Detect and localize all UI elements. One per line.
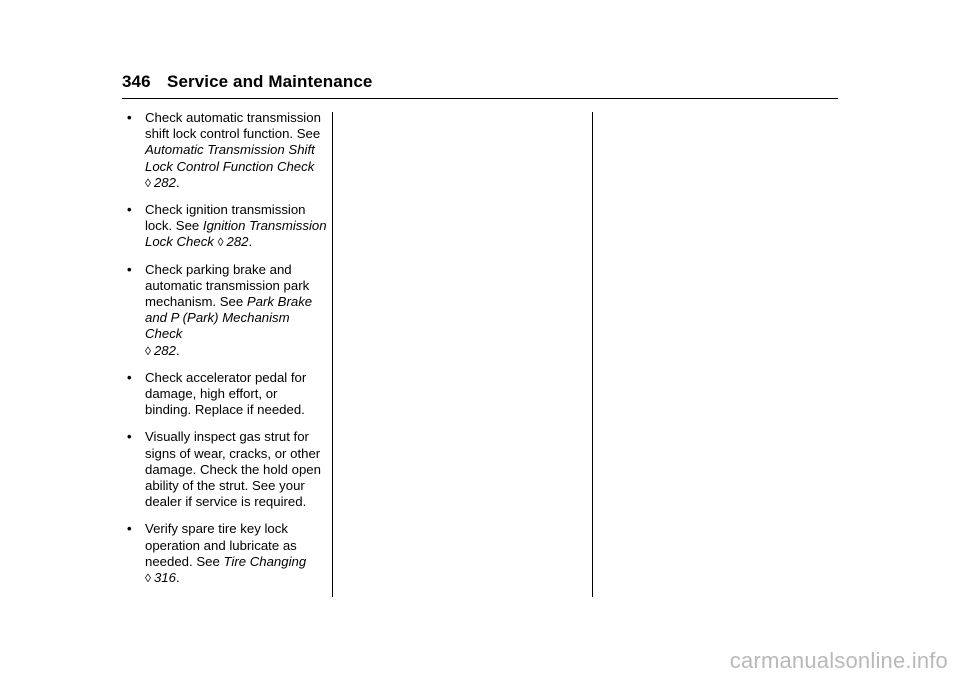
ref-title: Ignition Transmission Lock Check [145, 218, 327, 250]
list-item: • Check parking brake and automatic transmission park mechanism. See Park Brake and P (Park) Mechanism Check ◊ 282. [127, 261, 313, 358]
page-ref-icon: ◊ [145, 343, 151, 358]
page-ref-icon: ◊ [145, 175, 151, 190]
list-item [127, 429, 327, 510]
item-text: Check parking brake and automatic transmission park mechanism. See [145, 261, 310, 310]
bullet-icon: • [127, 429, 132, 445]
item-text: Visually inspect gas strut for signs of wear, cracks, or other damage. Check the hold open ability of the strut. See your dealer if service is required. [145, 429, 321, 510]
ref-page: 316 [153, 570, 176, 586]
bullet-icon: • [127, 202, 132, 218]
list-item: • Check ignition transmission lock. See Ignition Transmission Lock Check ◊ 282. [127, 202, 327, 250]
page-ref-icon: ◊ [145, 571, 151, 586]
ref-page: 282 [153, 174, 176, 190]
bullet-icon: • [127, 369, 132, 385]
ref-title: Automatic Transmission Shift Lock Control Function Check [145, 142, 315, 174]
cross-reference-link[interactable] [145, 142, 315, 189]
list-item [127, 370, 327, 419]
header-rule [122, 98, 838, 99]
page-number: 346 [122, 72, 151, 91]
bullet-list [127, 110, 327, 597]
item-text: Check accelerator pedal for damage, high effort, or binding. Replace if needed. [145, 369, 307, 418]
column-divider-left [332, 112, 333, 597]
page-ref-icon: ◊ [217, 235, 224, 250]
ref-page: 282 [153, 342, 176, 358]
page-header [122, 72, 372, 92]
watermark: carmanualsonline.info [729, 648, 948, 673]
list-item: • Check automatic transmission shift lock control function. See Automatic Transmission Shift Lock Control Function Check ◊ 282. [127, 110, 321, 190]
item-text: Verify spare tire key lock operation and lubricate as needed. See [145, 521, 297, 569]
bullet-icon: • [127, 261, 132, 277]
item-text: Check automatic transmission shift lock control function. See [145, 110, 321, 142]
ref-title: Park Brake and P (Park) Mechanism Check [145, 294, 313, 342]
ref-title: Tire Changing [223, 553, 307, 569]
bullet-icon: • [127, 521, 132, 537]
item-text: Check ignition transmission lock. See [145, 202, 306, 234]
section-title: Service and Maintenance [167, 72, 373, 91]
column-divider-right [592, 112, 593, 597]
list-item: • Verify spare tire key lock operation and lubricate as needed. See Tire Changing ◊ 316. [127, 521, 307, 586]
bullet-icon: • [127, 110, 132, 125]
ref-page: 282 [226, 234, 249, 250]
